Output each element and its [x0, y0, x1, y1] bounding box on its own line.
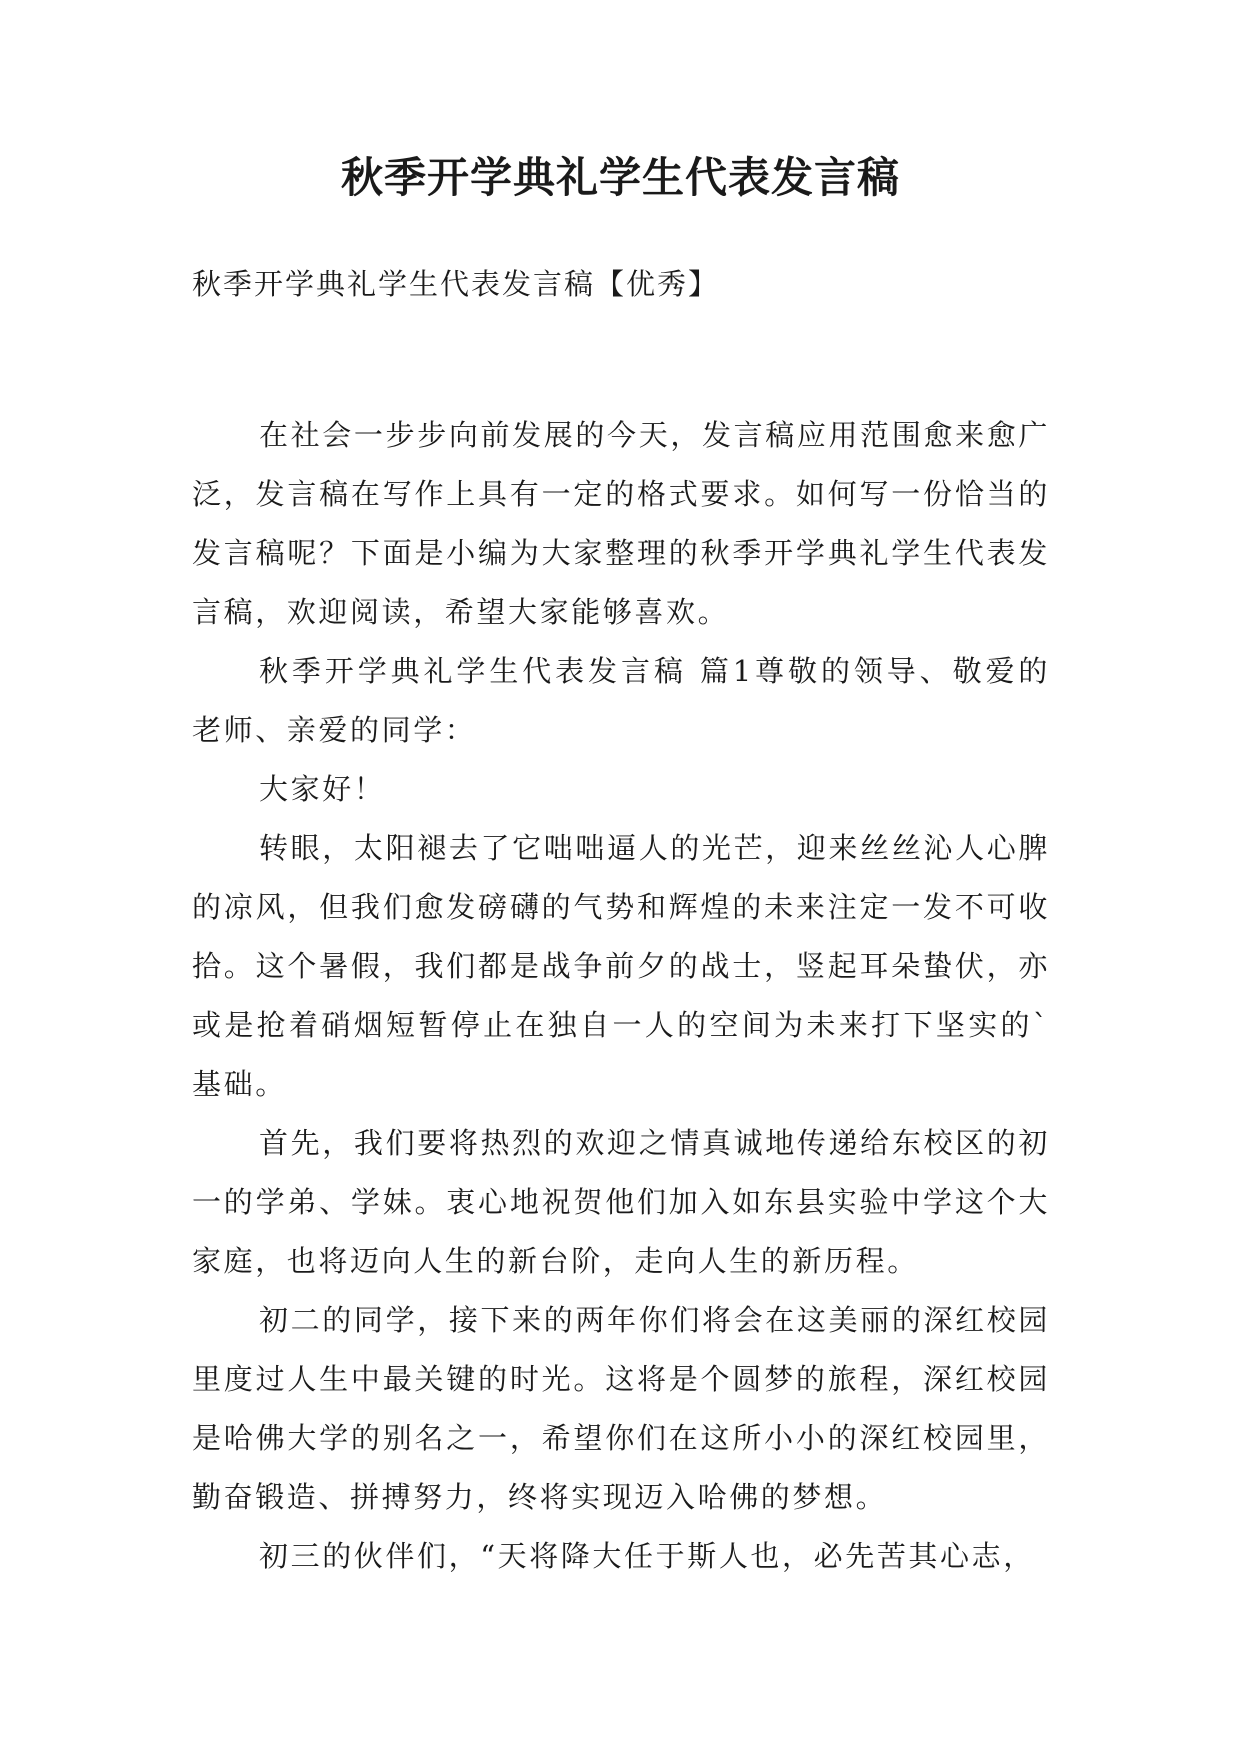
document-title: 秋季开学典礼学生代表发言稿 [340, 153, 900, 202]
paragraph-greeting-line: 秋季开学典礼学生代表发言稿 篇1尊敬的领导、敬爱的老师、亲爱的同学： [192, 654, 1050, 747]
paragraph-grade-three: 初三的伙伴们，“天将降大任于斯人也，必先苦其心志， [259, 1539, 1035, 1573]
paragraph-grade-one: 首先，我们要将热烈的欢迎之情真诚地传递给东校区的初一的学弟、学妹。衷心地祝贺他们加入如东县实验中学这个大家庭，也将迈向人生的新台阶，走向人生的新历程。 [192, 1126, 1050, 1278]
paragraph-intro: 在社会一步步向前发展的今天，发言稿应用范围愈来愈广泛，发言稿在写作上具有一定的格式要求。如何写一份恰当的发言稿呢？下面是小编为大家整理的秋季开学典礼学生代表发言稿，欢迎阅读，希望大家能够喜欢。 [192, 418, 1050, 629]
paragraph-grade-two: 初二的同学，接下来的两年你们将会在这美丽的深红校园里度过人生中最关键的时光。这将是个圆梦的旅程，深红校园是哈佛大学的别名之一，希望你们在这所小小的深红校园里，勤奋锻造、拼搏努力，终将实现迈入哈佛的梦想。 [192, 1303, 1050, 1514]
document-subtitle: 秋季开学典礼学生代表发言稿【优秀】 [192, 267, 720, 301]
paragraph-summer: 转眼，太阳褪去了它咄咄逼人的光芒，迎来丝丝沁人心脾的凉风，但我们愈发磅礴的气势和辉煌的未来注定一发不可收拾。这个暑假，我们都是战争前夕的战士，竖起耳朵蛰伏，亦或是抢着硝烟短暂停止在独自一人的空间为未来打下坚实的`基础。 [192, 831, 1050, 1101]
document-body [192, 406, 1050, 1586]
paragraph-hello: 大家好！ [259, 772, 386, 806]
